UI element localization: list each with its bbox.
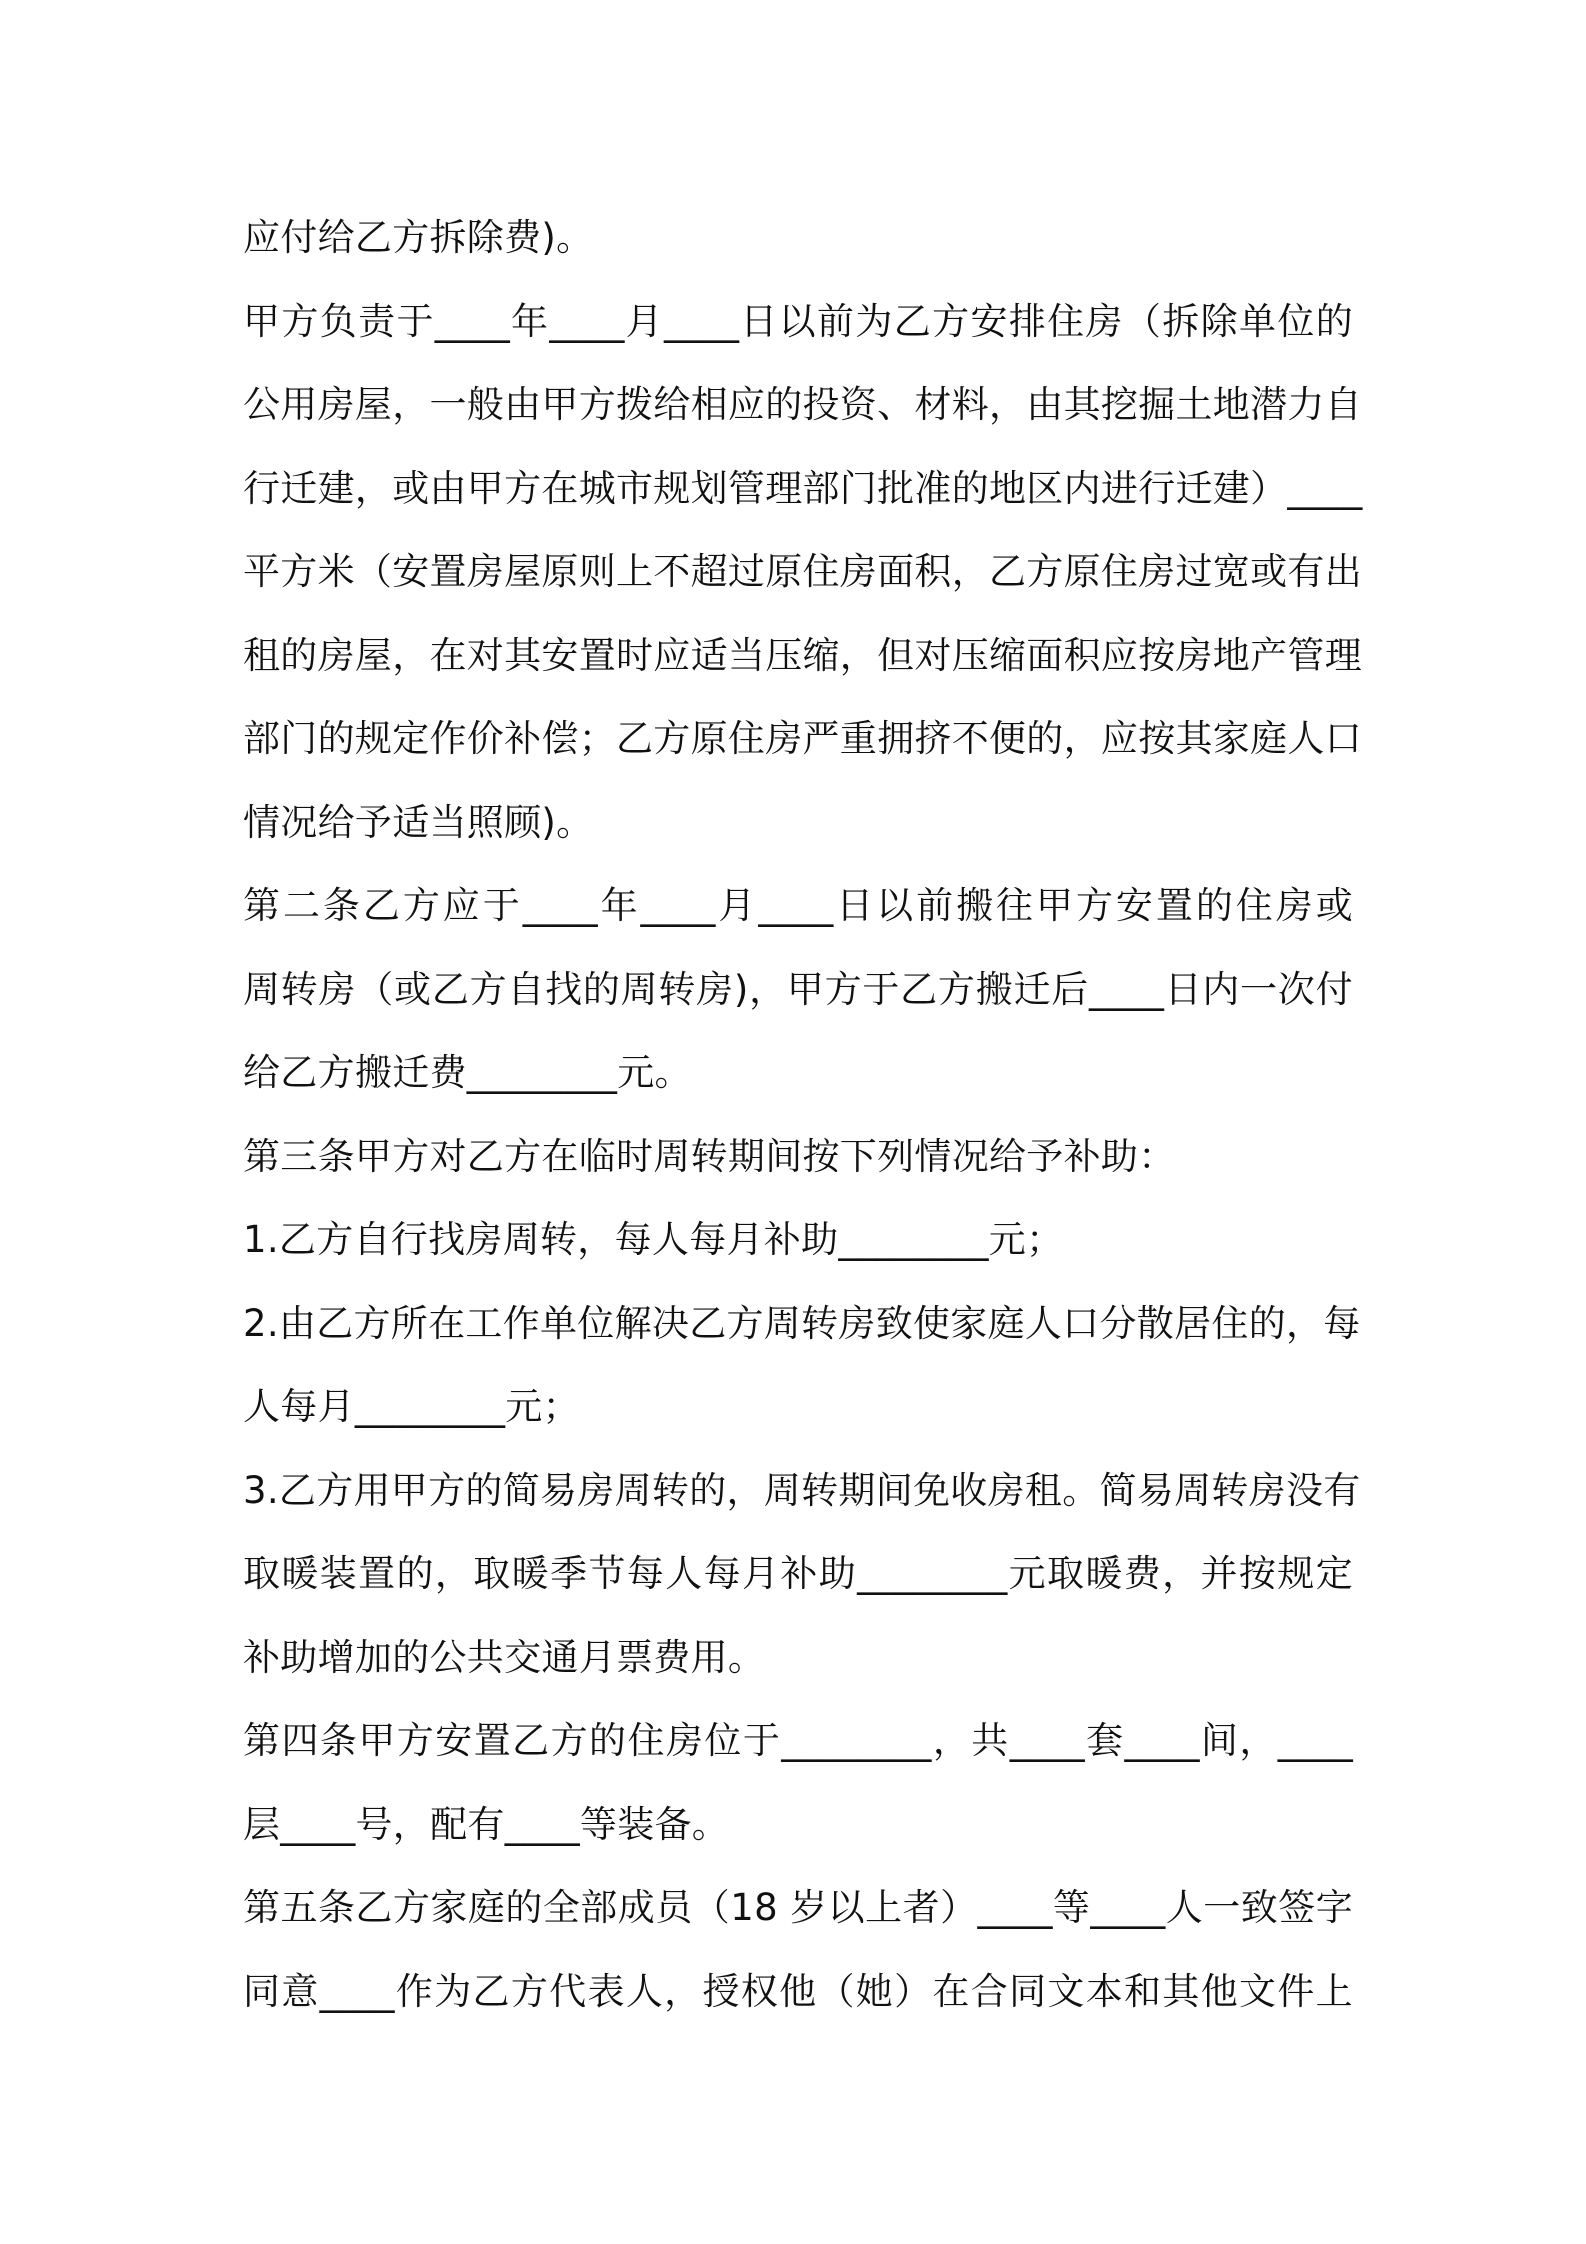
text-line: 1.乙方自行找房周转，每人每月补助________元；	[243, 1218, 1064, 1261]
text-line: 部门的规定作价补偿；乙方原住房严重拥挤不便的，应按其家庭人口	[243, 717, 1362, 760]
text-line: 应付给乙方拆除费)。	[243, 216, 594, 259]
text-line: 层____号，配有____等装备。	[243, 1802, 730, 1846]
text-line: 第五条乙方家庭的全部成员（18 岁以上者）____等____人一致签字	[243, 1886, 1353, 1929]
text-line: 租的房屋，在对其安置时应适当压缩，但对压缩面积应按房地产管理	[243, 633, 1362, 677]
text-line: 3.乙方用甲方的简易房周转的，周转期间免收房租。简易周转房没有	[243, 1468, 1361, 1512]
text-line: 公用房屋，一般由甲方拨给相应的投资、材料，由其挖掘土地潜力自	[243, 383, 1362, 426]
text-line: 同意____作为乙方代表人，授权他（她）在合同文本和其他文件上	[243, 1969, 1353, 2013]
text-line: 补助增加的公共交通月票费用。	[243, 1635, 766, 1679]
contract-body	[243, 196, 1363, 2033]
text-line: 人每月________元；	[243, 1385, 580, 1428]
text-line: 给乙方搬迁费________元。	[243, 1051, 692, 1094]
text-line: 2.由乙方所在工作单位解决乙方周转房致使家庭人口分散居住的，每	[243, 1301, 1361, 1345]
text-line: 情况给予适当照顾)。	[243, 800, 594, 844]
text-line: 甲方负责于____年____月____日以前为乙方安排住房（拆除单位的	[243, 299, 1353, 343]
text-line: 周转房（或乙方自找的周转房)，甲方于乙方搬迁后____日内一次付	[243, 967, 1353, 1011]
text-line: 第三条甲方对乙方在临时周转期间按下列情况给予补助：	[243, 1134, 1176, 1178]
text-line: 第二条乙方应于____年____月____日以前搬往甲方安置的住房或	[243, 884, 1353, 927]
text-line: 第四条甲方安置乙方的住房位于________，共____套____间，____	[243, 1719, 1353, 1762]
text-line: 平方米（安置房屋原则上不超过原住房面积，乙方原住房过宽或有出	[243, 550, 1362, 593]
text-line: 行迁建，或由甲方在城市规划管理部门批准的地区内进行迁建）____	[243, 466, 1363, 510]
text-line: 取暖装置的，取暖季节每人每月补助________元取暖费，并按规定	[243, 1552, 1353, 1595]
